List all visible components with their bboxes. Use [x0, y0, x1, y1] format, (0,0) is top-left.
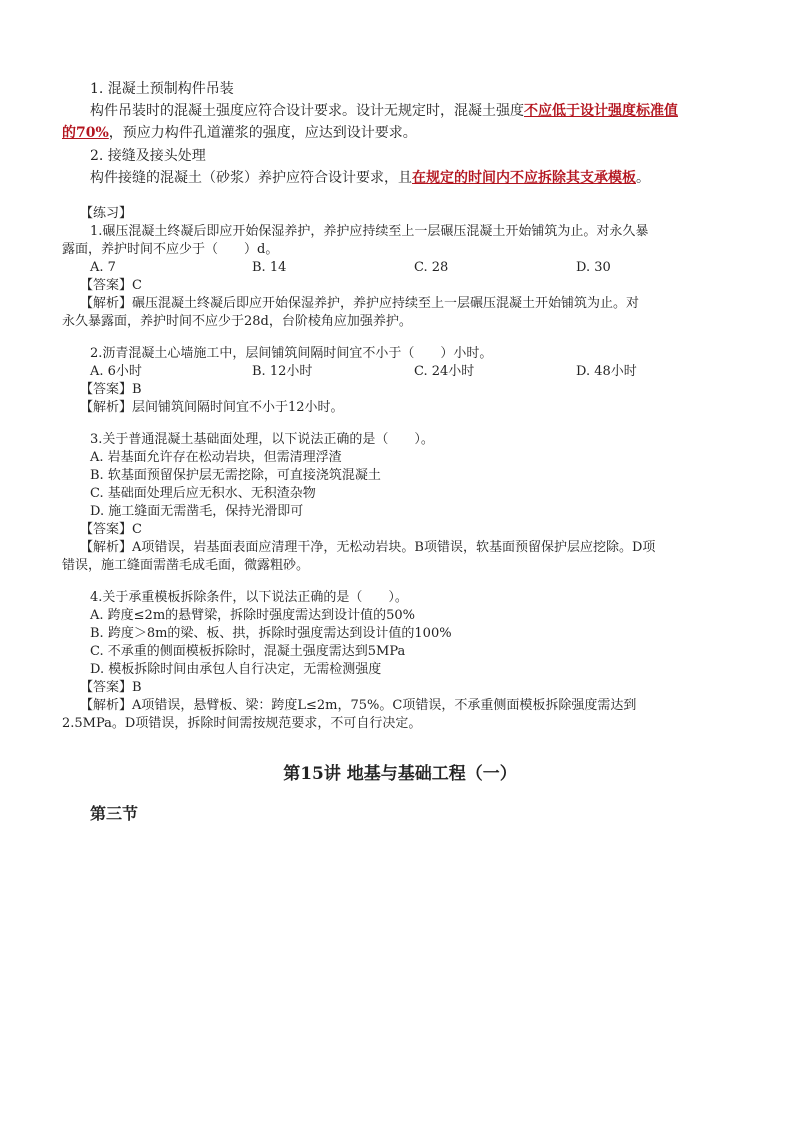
q4-analysis-line1: 【解析】A项错误，悬臂板、梁：跨度L≤2m，75%。C项错误，不承重侧面模板拆除强度需达到 [80, 698, 637, 713]
q3-analysis-line2: 错误，施工缝面需凿毛成毛面，微露粗砂。 [62, 558, 310, 573]
highlight-strength: 不应低于设计强度标准值 [524, 103, 678, 119]
q3-stem: 3.关于普通混凝土基础面处理，以下说法正确的是（ ）。 [90, 432, 434, 447]
q4-option-a: A. 跨度≤2m的悬臂梁，拆除时强度需达到设计值的50% [90, 608, 416, 623]
practice-label: 【练习】 [80, 206, 133, 221]
q2-option-a: A. 6小时 [90, 364, 142, 379]
q4-option-b: B. 跨度＞8m的梁、板、拱，拆除时强度需达到设计值的100% [90, 626, 452, 641]
q1-option-c: C. 28 [414, 260, 449, 275]
q2-answer: 【答案】B [80, 382, 142, 397]
q2-stem: 2.沥青混凝土心墙施工中，层间铺筑间隔时间宜不小于（ ）小时。 [90, 346, 493, 361]
highlight-formwork: 在规定的时间内不应拆除其支承模板 [412, 170, 636, 186]
q2-option-c: C. 24小时 [414, 364, 475, 379]
q3-analysis-line1: 【解析】A项错误，岩基面表面应清理干净，无松动岩块。B项错误，软基面预留保护层应挖除。D项 [80, 540, 656, 555]
q2-option-b: B. 12小时 [252, 364, 313, 379]
q4-analysis-line2: 2.5MPa。D项错误，拆除时间需按规范要求，不可自行决定。 [62, 716, 422, 731]
q1-stem-line1: 1.碾压混凝土终凝后即应开始保湿养护，养护应持续至上一层碾压混凝土开始铺筑为止。对永久暴 [90, 224, 649, 239]
q1-analysis-line2: 永久暴露面，养护时间不应少于28d，台阶棱角应加强养护。 [62, 314, 412, 329]
q1-analysis-line1: 【解析】碾压混凝土终凝后即应开始保湿养护，养护应持续至上一层碾压混凝土开始铺筑为止。对 [80, 296, 640, 311]
highlight-70-percent: 的70% [62, 125, 109, 141]
section1-paragraph-line1: 构件吊装时的混凝土强度应符合设计要求。设计无规定时，混凝土强度不应低于设计强度标准值 [90, 103, 678, 119]
q1-option-b: B. 14 [252, 260, 287, 275]
q4-option-d: D. 模板拆除时间由承包人自行决定，无需检测强度 [90, 662, 382, 677]
lecture-title: 第15讲 地基与基础工程（一） [283, 764, 517, 784]
q1-option-d: D. 30 [576, 260, 611, 275]
section2-paragraph: 构件接缝的混凝土（砂浆）养护应符合设计要求，且在规定的时间内不应拆除其支承模板。 [90, 170, 650, 186]
q3-option-b: B. 软基面预留保护层无需挖除，可直接浇筑混凝土 [90, 468, 381, 483]
section1-heading: 1. 混凝土预制构件吊装 [90, 81, 234, 97]
q1-stem-line2: 露面，养护时间不应少于（ ）d。 [62, 242, 279, 257]
q1-option-a: A. 7 [90, 260, 116, 275]
q4-stem: 4.关于承重模板拆除条件，以下说法正确的是（ ）。 [90, 590, 408, 605]
q2-analysis: 【解析】层间铺筑间隔时间宜不小于12小时。 [80, 400, 344, 415]
q3-answer: 【答案】C [80, 522, 142, 537]
q1-answer: 【答案】C [80, 278, 142, 293]
section2-heading: 2. 接缝及接头处理 [90, 148, 206, 164]
q3-option-d: D. 施工缝面无需凿毛，保持光滑即可 [90, 504, 304, 519]
q3-option-a: A. 岩基面允许存在松动岩块，但需清理浮渣 [90, 450, 342, 465]
q4-answer: 【答案】B [80, 680, 142, 695]
q3-option-c: C. 基础面处理后应无积水、无积渣杂物 [90, 486, 316, 501]
q4-option-c: C. 不承重的侧面模板拆除时，混凝土强度需达到5MPa [90, 644, 406, 659]
section1-paragraph-line2: 的70%，预应力构件孔道灌浆的强度，应达到设计要求。 [62, 125, 417, 141]
subsection-heading: 第三节 [90, 804, 139, 823]
q2-option-d: D. 48小时 [576, 364, 637, 379]
